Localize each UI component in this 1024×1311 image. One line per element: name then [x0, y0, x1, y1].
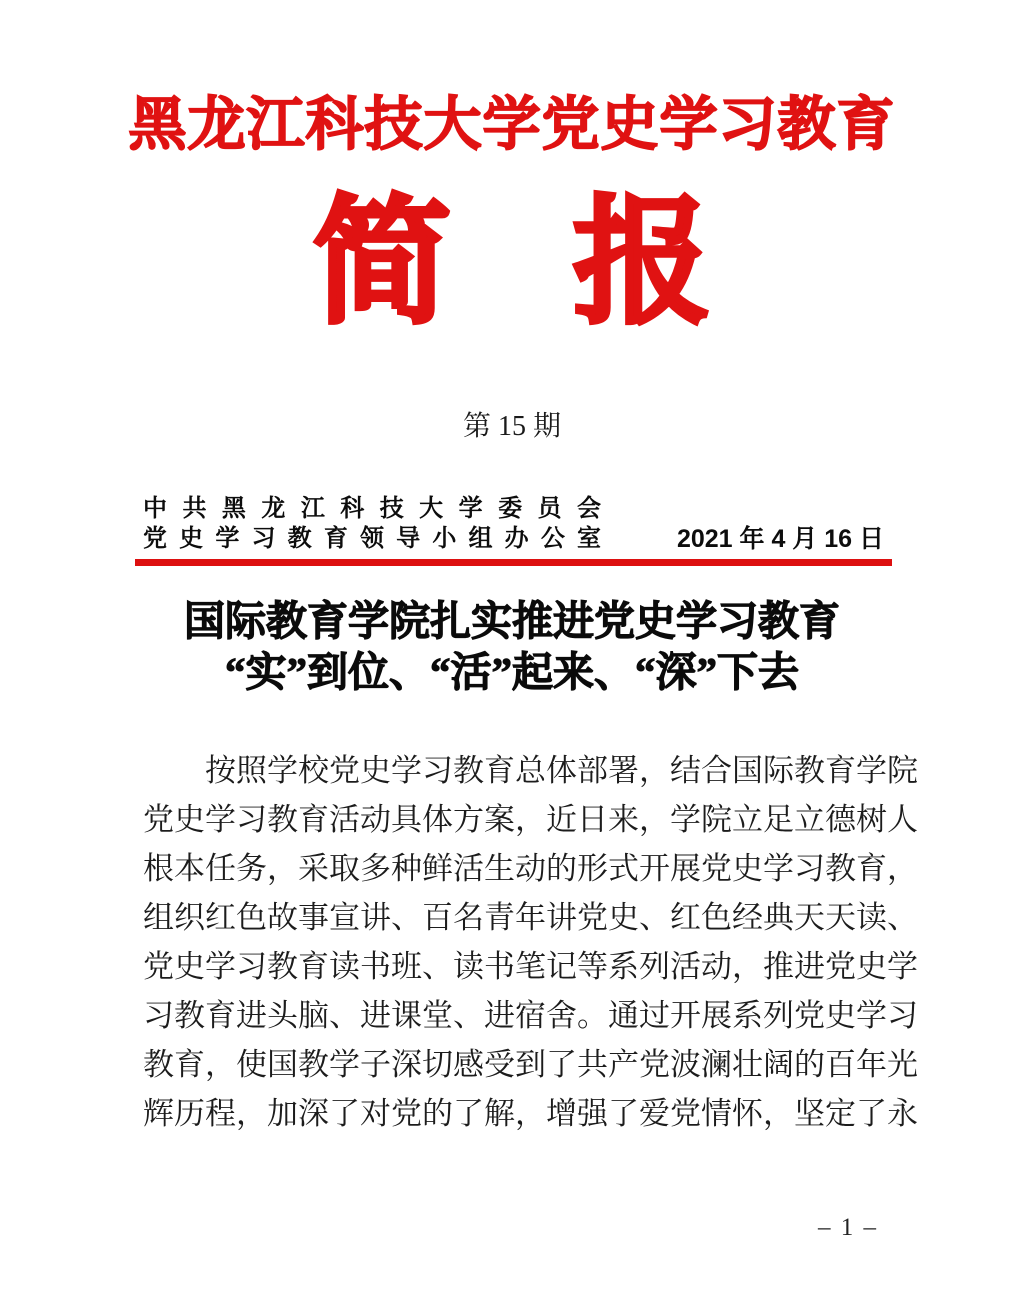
bulletin-title — [0, 186, 1024, 340]
article-body — [143, 746, 918, 1138]
publisher-name-line-2: 党史学习教育领导小组办公室 — [143, 525, 601, 552]
body-line: 辉历程，加深了对党的了解，增强了爱党情怀，坚定了永 — [143, 1096, 918, 1131]
red-divider-rule — [135, 559, 892, 566]
article-title-line-1: 国际教育学院扎实推进党史学习教育 — [184, 598, 840, 644]
page-number: – 1 – — [818, 1214, 878, 1241]
body-line: 按照学校党史学习教育总体部署，结合国际教育学院 — [205, 753, 918, 788]
masthead-title: 黑龙江科技大学党史学习教育 — [128, 92, 896, 157]
bulletin-char-bao: 报 — [573, 186, 712, 340]
body-line: 根本任务，采取多种鲜活生动的形式开展党史学习教育， — [143, 851, 918, 886]
issue-number: 第 15 期 — [462, 411, 561, 442]
article-title-line-2: “实”到位、“活”起来、“深”下去 — [225, 649, 799, 695]
body-line: 组织红色故事宣讲、百名青年讲党史、红色经典天天读、 — [143, 900, 918, 935]
bulletin-char-jian: 简 — [312, 186, 451, 340]
publish-date: 2021 年 4 月 16 日 — [676, 525, 884, 553]
body-line: 习教育进头脑、进课堂、进宿舍。通过开展系列党史学习 — [143, 998, 918, 1033]
body-line: 党史学习教育读书班、读书笔记等系列活动，推进党史学 — [143, 949, 918, 984]
publisher-name-line-1: 中共黑龙江科技大学委员会 — [143, 495, 601, 522]
publisher-block — [143, 494, 884, 554]
article-title — [0, 596, 1024, 698]
body-line: 党史学习教育活动具体方案，近日来，学院立足立德树人 — [143, 802, 918, 837]
publisher-name — [143, 494, 601, 554]
body-line: 教育，使国教学子深切感受到了共产党波澜壮阔的百年光 — [143, 1047, 918, 1082]
